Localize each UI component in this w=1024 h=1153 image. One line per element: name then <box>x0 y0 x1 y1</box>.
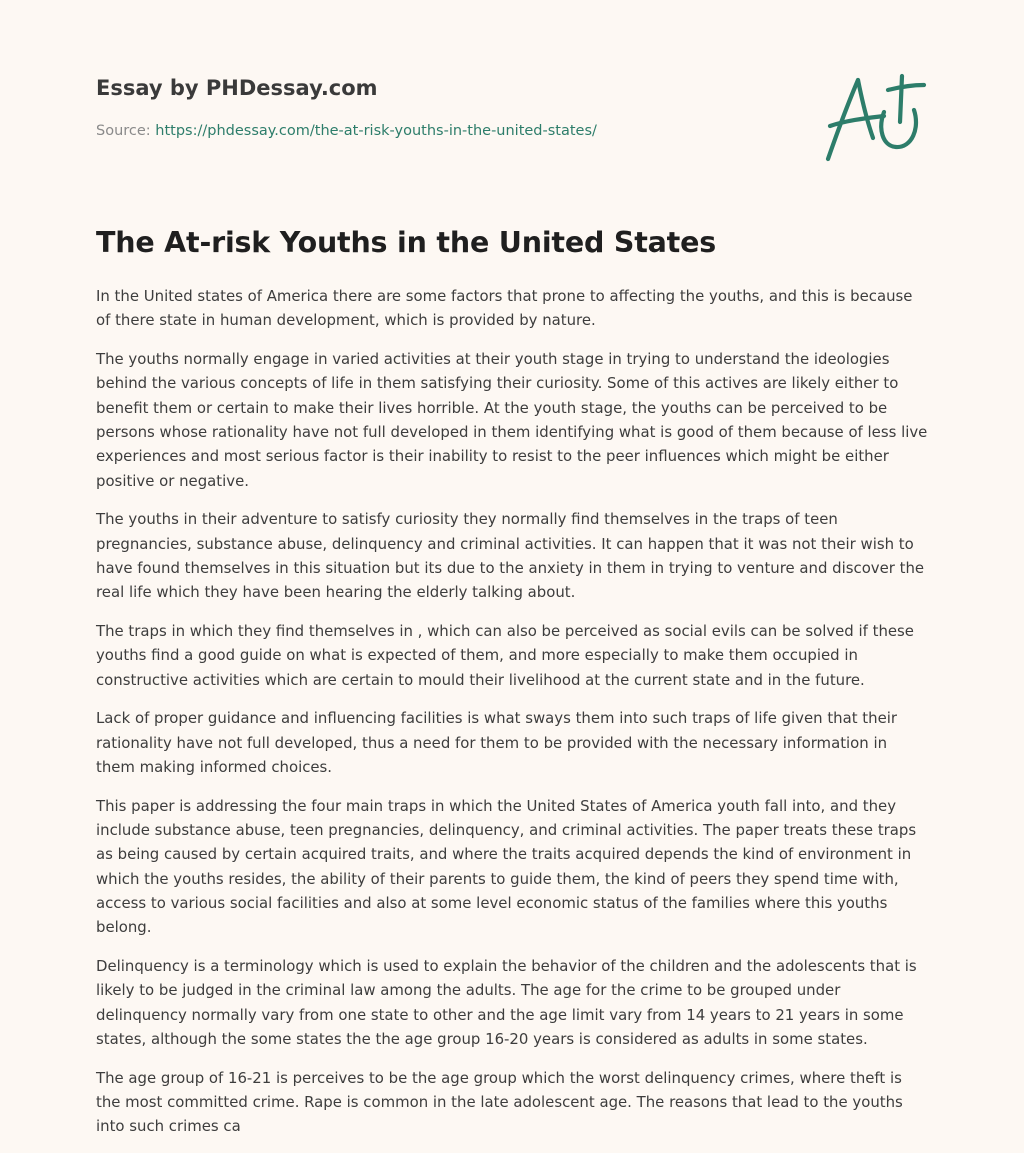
article-title: The At-risk Youths in the United States <box>96 226 716 259</box>
source-line <box>96 123 597 139</box>
paragraph: The youths in their adventure to satisfy curiosity they normally find themselves in the traps of teen pregnancies, substance abuse, delinquency and criminal activities. It can happen that it was not their wish to have found themselves in this situation but its due to the anxiety in them in trying to venture and discover the real life which they have been hearing the elderly talking about. <box>96 510 925 602</box>
a-plus-icon <box>820 66 930 166</box>
paragraph: In the United states of America there are some factors that prone to affecting the youths, and this is because of there state in human development, which is provided by nature. <box>96 287 913 330</box>
brand-heading: Essay by PHDessay.com <box>96 76 378 100</box>
paragraph: Lack of proper guidance and influencing facilities is what sways them into such traps of life given that their rationality have not full developed, thus a need for them to be provided with the necessary information in them making informed choices. <box>96 709 897 777</box>
source-label: Source: <box>96 123 156 139</box>
paragraph: The youths normally engage in varied activities at their youth stage in trying to understand the ideologies behind the various concepts of life in them satisfying their curiosity. Some of this actives are likely either to benefit them or certain to make their lives horrible. At the youth stage, the youths can be perceived to be persons whose rationality have not full developed in them identifying what is good of them because of less live experiences and most serious factor is their inability to resist to the peer influences which might be either positive or negative. <box>96 350 928 490</box>
paragraph: The age group of 16-21 is perceives to be the age group which the worst delinquency crimes, where theft is the most committed crime. Rape is common in the late adolescent age. The reasons that lead to the youths into such crimes ca <box>96 1068 903 1136</box>
paragraph: The traps in which they find themselves in , which can also be perceived as social evils can be solved if these youths find a good guide on what is expected of them, and more especially to make them occupied in constructive activities which are certain to mould their livelihood at the current state and in the future. <box>96 622 914 689</box>
article-body <box>96 284 930 1153</box>
paragraph: This paper is addressing the four main traps in which the United States of America youth fall into, and they include substance abuse, teen pregnancies, delinquency, and criminal activities. The paper treats these traps as being caused by certain acquired traits, and where the traits acquired depends the kind of environment in which the youths resides, the ability of their parents to guide them, the kind of peers they spend time with, access to various social facilities and also at some level economic status of the families where this youths belong. <box>96 796 917 937</box>
paragraph: Delinquency is a terminology which is used to explain the behavior of the children and the adolescents that is likely to be judged in the criminal law among the adults. The age for the crime to be grouped under delinquency normally vary from one state to other and the age limit vary from 14 years to 21 years in some states, although the some states the the age group 16-20 years is considered as adults in some states. <box>96 957 917 1049</box>
source-link[interactable]: https://phdessay.com/the-at-risk-youths-in-the-united-states/ <box>155 123 597 139</box>
